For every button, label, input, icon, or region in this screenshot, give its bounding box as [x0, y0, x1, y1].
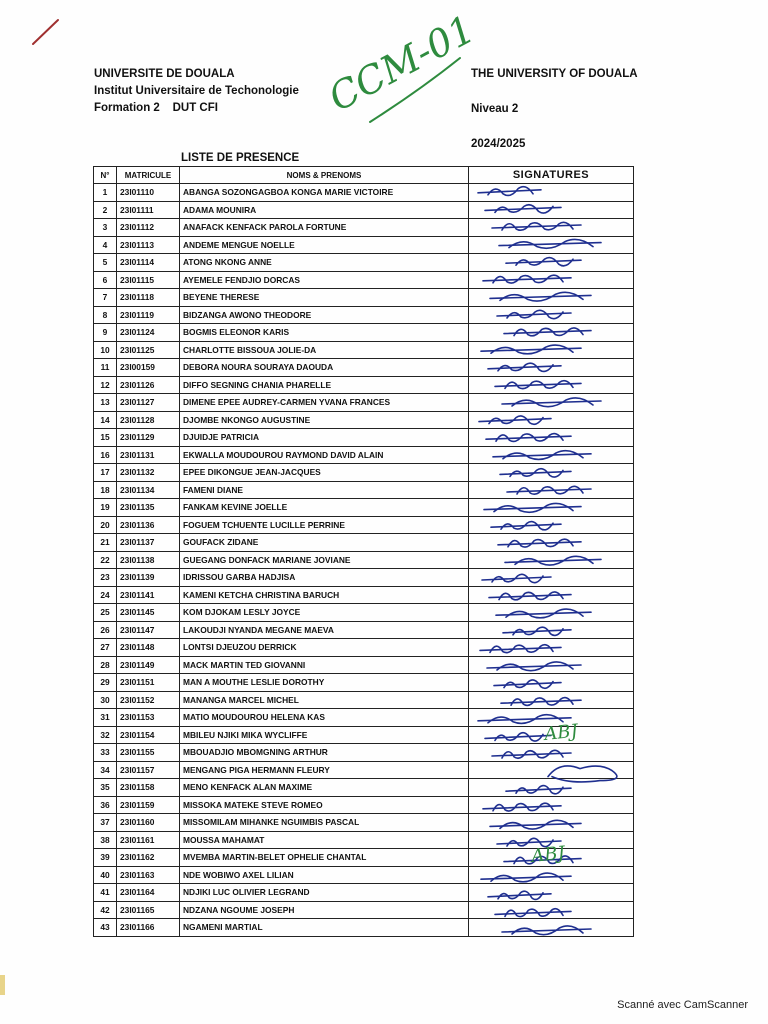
row-name: LONTSI DJEUZOU DERRICK [180, 639, 469, 657]
row-number: 4 [94, 236, 117, 254]
row-number: 40 [94, 866, 117, 884]
table-row [94, 604, 634, 622]
row-matricule: 23I01145 [117, 604, 180, 622]
table-row [94, 306, 634, 324]
row-matricule: 23I01166 [117, 919, 180, 937]
table-row [94, 639, 634, 657]
row-matricule: 23I01118 [117, 289, 180, 307]
row-number: 21 [94, 534, 117, 552]
row-number: 41 [94, 884, 117, 902]
row-matricule: 23I00159 [117, 359, 180, 377]
row-signature-cell [469, 184, 634, 202]
table-row [94, 271, 634, 289]
handwritten-course-code: CCM-01 [321, 6, 482, 120]
row-name: MENO KENFACK ALAN MAXIME [180, 779, 469, 797]
row-number: 3 [94, 219, 117, 237]
row-name: ANAFACK KENFACK PAROLA FORTUNE [180, 219, 469, 237]
row-matricule: 23I01119 [117, 306, 180, 324]
row-signature-cell [469, 289, 634, 307]
table-row [94, 779, 634, 797]
row-matricule: 23I01165 [117, 901, 180, 919]
row-number: 33 [94, 744, 117, 762]
table-row [94, 884, 634, 902]
row-name: MENGANG PIGA HERMANN FLEURY [180, 761, 469, 779]
row-signature-cell [469, 324, 634, 342]
table-row [94, 761, 634, 779]
row-matricule: 23I01112 [117, 219, 180, 237]
row-number: 20 [94, 516, 117, 534]
table-row [94, 219, 634, 237]
table-row [94, 901, 634, 919]
table-row [94, 446, 634, 464]
row-signature-cell [469, 201, 634, 219]
table-row [94, 691, 634, 709]
row-number: 34 [94, 761, 117, 779]
table-row [94, 551, 634, 569]
row-signature-cell [469, 621, 634, 639]
row-number: 17 [94, 464, 117, 482]
row-name: IDRISSOU GARBA HADJISA [180, 569, 469, 587]
table-header-row [94, 167, 634, 184]
row-number: 43 [94, 919, 117, 937]
institute-name: Institut Universitaire de Techonologie [94, 85, 299, 97]
row-name: KOM DJOKAM LESLY JOYCE [180, 604, 469, 622]
row-matricule: 23I01159 [117, 796, 180, 814]
row-number: 7 [94, 289, 117, 307]
corner-tick-mark [33, 20, 58, 44]
row-name: NDZANA NGOUME JOSEPH [180, 901, 469, 919]
row-number: 15 [94, 429, 117, 447]
row-signature-cell [469, 831, 634, 849]
row-signature-cell [469, 761, 634, 779]
row-number: 32 [94, 726, 117, 744]
row-signature-cell [469, 499, 634, 517]
row-matricule: 23I01155 [117, 744, 180, 762]
row-name: GOUFACK ZIDANE [180, 534, 469, 552]
row-signature-cell [469, 219, 634, 237]
row-matricule: 23I01127 [117, 394, 180, 412]
row-name: LAKOUDJI NYANDA MEGANE MAEVA [180, 621, 469, 639]
row-signature-cell [469, 691, 634, 709]
row-number: 25 [94, 604, 117, 622]
row-number: 5 [94, 254, 117, 272]
row-name: NGAMENI MARTIAL [180, 919, 469, 937]
row-name: FANKAM KEVINE JOELLE [180, 499, 469, 517]
row-name: AYEMELE FENDJIO DORCAS [180, 271, 469, 289]
row-matricule: 23I01147 [117, 621, 180, 639]
row-signature-cell [469, 516, 634, 534]
row-name: MOUSSA MAHAMAT [180, 831, 469, 849]
row-number: 28 [94, 656, 117, 674]
row-signature-cell [469, 551, 634, 569]
row-signature-cell [469, 919, 634, 937]
row-name: DJUIDJE PATRICIA [180, 429, 469, 447]
row-signature-cell [469, 639, 634, 657]
row-number: 23 [94, 569, 117, 587]
row-name: MISSOMILAM MIHANKE NGUIMBIS PASCAL [180, 814, 469, 832]
row-name: MANANGA MARCEL MICHEL [180, 691, 469, 709]
row-matricule: 23I01111 [117, 201, 180, 219]
row-matricule: 23I01157 [117, 761, 180, 779]
row-signature-cell [469, 271, 634, 289]
row-number: 35 [94, 779, 117, 797]
row-name: FOGUEM TCHUENTE LUCILLE PERRINE [180, 516, 469, 534]
row-signature-cell [469, 586, 634, 604]
table-row [94, 376, 634, 394]
row-name: EKWALLA MOUDOUROU RAYMOND DAVID ALAIN [180, 446, 469, 464]
row-name: DJOMBE NKONGO AUGUSTINE [180, 411, 469, 429]
row-matricule: 23I01162 [117, 849, 180, 867]
row-name: EPEE DIKONGUE JEAN-JACQUES [180, 464, 469, 482]
row-number: 2 [94, 201, 117, 219]
row-number: 16 [94, 446, 117, 464]
row-signature-cell [469, 744, 634, 762]
row-matricule: 23I01152 [117, 691, 180, 709]
row-matricule: 23I01139 [117, 569, 180, 587]
row-matricule: 23I01151 [117, 674, 180, 692]
row-matricule: 23I01131 [117, 446, 180, 464]
institution-header [94, 66, 299, 117]
row-matricule: 23I01110 [117, 184, 180, 202]
row-name: MISSOKA MATEKE STEVE ROMEO [180, 796, 469, 814]
row-name: MBOUADJIO MBOMGNING ARTHUR [180, 744, 469, 762]
row-number: 30 [94, 691, 117, 709]
row-matricule: 23I01153 [117, 709, 180, 727]
table-row [94, 796, 634, 814]
level-label: Niveau 2 [471, 103, 519, 115]
row-signature-cell [469, 884, 634, 902]
col-names-header: NOMS & PRENOMS [180, 167, 469, 184]
row-signature-cell [469, 429, 634, 447]
row-matricule: 23I01125 [117, 341, 180, 359]
academic-year: 2024/2025 [471, 138, 526, 150]
table-row [94, 394, 634, 412]
row-number: 19 [94, 499, 117, 517]
table-row [94, 586, 634, 604]
row-signature-cell [469, 236, 634, 254]
table-row [94, 359, 634, 377]
table-row [94, 184, 634, 202]
row-number: 14 [94, 411, 117, 429]
row-name: BIDZANGA AWONO THEODORE [180, 306, 469, 324]
row-name: BEYENE THERESE [180, 289, 469, 307]
row-signature-cell [469, 604, 634, 622]
table-row [94, 254, 634, 272]
program-name: Formation 2 DUT CFI [94, 102, 218, 114]
row-matricule: 23I01114 [117, 254, 180, 272]
row-signature-cell [469, 569, 634, 587]
row-matricule: 23I01128 [117, 411, 180, 429]
table-row [94, 726, 634, 744]
row-name: NDE WOBIWO AXEL LILIAN [180, 866, 469, 884]
table-row [94, 481, 634, 499]
row-number: 13 [94, 394, 117, 412]
row-signature-cell [469, 394, 634, 412]
row-name: BOGMIS ELEONOR KARIS [180, 324, 469, 342]
row-matricule: 23I01141 [117, 586, 180, 604]
row-name: MVEMBA MARTIN-BELET OPHELIE CHANTAL [180, 849, 469, 867]
row-number: 24 [94, 586, 117, 604]
table-row [94, 499, 634, 517]
table-row [94, 831, 634, 849]
row-signature-cell [469, 534, 634, 552]
row-matricule: 23I01154 [117, 726, 180, 744]
row-number: 39 [94, 849, 117, 867]
row-name: GUEGANG DONFACK MARIANE JOVIANE [180, 551, 469, 569]
table-row [94, 656, 634, 674]
table-row [94, 849, 634, 867]
row-matricule: 23I01124 [117, 324, 180, 342]
col-matricule-header: MATRICULE [117, 167, 180, 184]
row-number: 27 [94, 639, 117, 657]
row-name: DIFFO SEGNING CHANIA PHARELLE [180, 376, 469, 394]
row-matricule: 23I01163 [117, 866, 180, 884]
list-title: LISTE DE PRESENCE [181, 152, 300, 164]
table-row [94, 814, 634, 832]
row-signature-cell [469, 709, 634, 727]
row-signature-cell [469, 726, 634, 744]
row-name: ATONG NKONG ANNE [180, 254, 469, 272]
row-matricule: 23I01132 [117, 464, 180, 482]
table-row [94, 324, 634, 342]
row-signature-cell [469, 481, 634, 499]
table-body [94, 184, 634, 937]
table-row [94, 464, 634, 482]
row-signature-cell [469, 849, 634, 867]
table-row [94, 341, 634, 359]
row-matricule: 23I01160 [117, 814, 180, 832]
row-signature-cell [469, 866, 634, 884]
row-signature-cell [469, 411, 634, 429]
row-name: ADAMA MOUNIRA [180, 201, 469, 219]
row-signature-cell [469, 674, 634, 692]
row-number: 8 [94, 306, 117, 324]
table-row [94, 429, 634, 447]
attendance-table [93, 166, 634, 937]
row-name: MATIO MOUDOUROU HELENA KAS [180, 709, 469, 727]
absent-mark-row-32: ABJ [543, 720, 579, 745]
row-name: FAMENI DIANE [180, 481, 469, 499]
row-signature-cell [469, 464, 634, 482]
row-matricule: 23I01164 [117, 884, 180, 902]
row-number: 6 [94, 271, 117, 289]
row-number: 10 [94, 341, 117, 359]
row-number: 29 [94, 674, 117, 692]
university-name-en: THE UNIVERSITY OF DOUALA [471, 68, 638, 80]
row-signature-cell [469, 359, 634, 377]
row-matricule: 23I01158 [117, 779, 180, 797]
row-name: MAN A MOUTHE LESLIE DOROTHY [180, 674, 469, 692]
row-matricule: 23I01149 [117, 656, 180, 674]
row-matricule: 23I01134 [117, 481, 180, 499]
table-row [94, 411, 634, 429]
row-number: 31 [94, 709, 117, 727]
table-row [94, 289, 634, 307]
table-row [94, 744, 634, 762]
row-signature-cell [469, 901, 634, 919]
col-signatures-header: SIGNATURES [469, 167, 634, 184]
row-matricule: 23I01126 [117, 376, 180, 394]
university-name: UNIVERSITE DE DOUALA [94, 68, 235, 80]
row-signature-cell [469, 814, 634, 832]
row-matricule: 23I01113 [117, 236, 180, 254]
table-row [94, 919, 634, 937]
row-number: 37 [94, 814, 117, 832]
row-signature-cell [469, 254, 634, 272]
col-number-header: N° [94, 167, 117, 184]
row-number: 26 [94, 621, 117, 639]
row-signature-cell [469, 376, 634, 394]
row-signature-cell [469, 341, 634, 359]
row-number: 9 [94, 324, 117, 342]
row-name: MACK MARTIN TED GIOVANNI [180, 656, 469, 674]
row-name: MBILEU NJIKI MIKA WYCLIFFE [180, 726, 469, 744]
row-matricule: 23I01135 [117, 499, 180, 517]
row-number: 22 [94, 551, 117, 569]
row-signature-cell [469, 779, 634, 797]
table-row [94, 516, 634, 534]
row-number: 12 [94, 376, 117, 394]
row-matricule: 23I01136 [117, 516, 180, 534]
table-row [94, 866, 634, 884]
row-signature-cell [469, 796, 634, 814]
table-row [94, 674, 634, 692]
table-row [94, 534, 634, 552]
row-name: CHARLOTTE BISSOUA JOLIE-DA [180, 341, 469, 359]
row-name: NDJIKI LUC OLIVIER LEGRAND [180, 884, 469, 902]
row-number: 1 [94, 184, 117, 202]
page-edge-shadow [0, 975, 5, 995]
table-row [94, 709, 634, 727]
row-number: 38 [94, 831, 117, 849]
row-number: 11 [94, 359, 117, 377]
row-signature-cell [469, 306, 634, 324]
course-code-underline [370, 58, 460, 122]
table-row [94, 621, 634, 639]
row-matricule: 23I01137 [117, 534, 180, 552]
row-name: ABANGA SOZONGAGBOA KONGA MARIE VICTOIRE [180, 184, 469, 202]
row-number: 18 [94, 481, 117, 499]
row-name: DEBORA NOURA SOURAYA DAOUDA [180, 359, 469, 377]
row-number: 36 [94, 796, 117, 814]
scanner-watermark: Scanné avec CamScanner [617, 999, 748, 1011]
row-matricule: 23I01161 [117, 831, 180, 849]
absent-mark-row-39: ABJ [530, 842, 566, 867]
table-row [94, 236, 634, 254]
row-number: 42 [94, 901, 117, 919]
table-row [94, 201, 634, 219]
row-matricule: 23I01138 [117, 551, 180, 569]
row-matricule: 23I01148 [117, 639, 180, 657]
row-signature-cell [469, 446, 634, 464]
table-row [94, 569, 634, 587]
row-name: KAMENI KETCHA CHRISTINA BARUCH [180, 586, 469, 604]
row-name: ANDEME MENGUE NOELLE [180, 236, 469, 254]
row-signature-cell [469, 656, 634, 674]
row-name: DIMENE EPEE AUDREY-CARMEN YVANA FRANCES [180, 394, 469, 412]
row-matricule: 23I01115 [117, 271, 180, 289]
row-matricule: 23I01129 [117, 429, 180, 447]
